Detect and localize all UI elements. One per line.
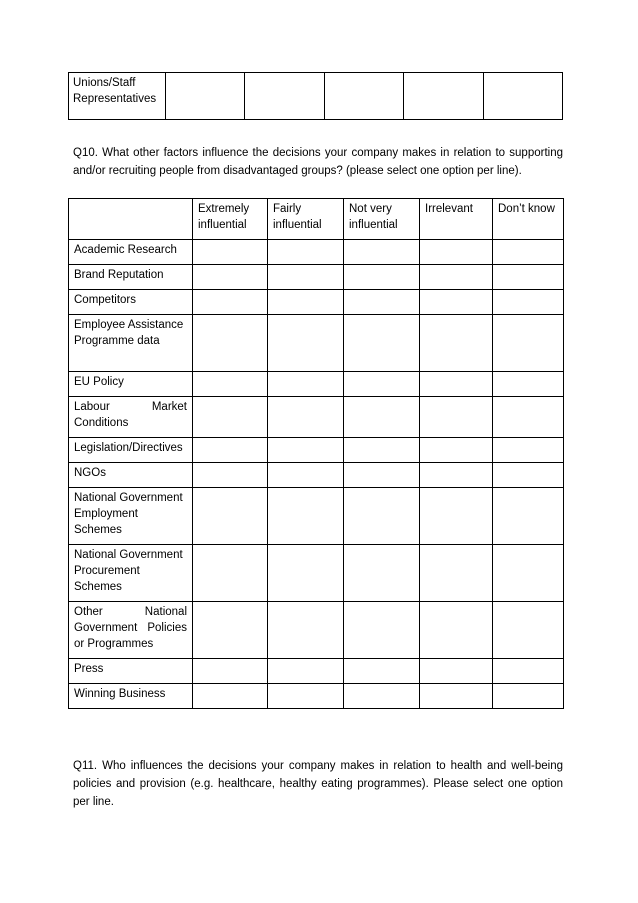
option-cell[interactable] bbox=[193, 290, 268, 315]
option-cell[interactable] bbox=[420, 438, 493, 463]
row-label: EU Policy bbox=[69, 372, 193, 397]
option-cell[interactable] bbox=[268, 290, 344, 315]
option-cell[interactable] bbox=[193, 315, 268, 372]
table-row bbox=[69, 545, 564, 602]
col-header: Fairly influential bbox=[268, 199, 344, 240]
row-label: Academic Research bbox=[69, 240, 193, 265]
option-cell[interactable] bbox=[493, 397, 564, 438]
option-cell[interactable] bbox=[193, 488, 268, 545]
option-cell[interactable] bbox=[193, 372, 268, 397]
question-10: Q10. What other factors influence the decisions your company makes in relation to supporting and/or recruiting people from disadvantaged groups? (please select one option per line). bbox=[73, 147, 563, 177]
row-label: Other National Government Policies or Programmes bbox=[69, 602, 193, 659]
row-label: Employee Assistance Programme data bbox=[69, 315, 193, 372]
row-label: Press bbox=[69, 659, 193, 684]
option-cell[interactable] bbox=[193, 438, 268, 463]
table-row bbox=[69, 684, 564, 709]
option-cell[interactable] bbox=[344, 265, 420, 290]
option-cell[interactable] bbox=[420, 372, 493, 397]
option-cell[interactable] bbox=[268, 265, 344, 290]
option-cell[interactable] bbox=[166, 73, 245, 120]
option-cell[interactable] bbox=[268, 240, 344, 265]
row-label: National Government Employment Schemes bbox=[69, 488, 193, 545]
option-cell[interactable] bbox=[344, 315, 420, 372]
q10-factors-table bbox=[68, 198, 564, 709]
table-row bbox=[69, 659, 564, 684]
option-cell[interactable] bbox=[268, 545, 344, 602]
option-cell[interactable] bbox=[483, 73, 562, 120]
option-cell[interactable] bbox=[344, 290, 420, 315]
option-cell[interactable] bbox=[344, 659, 420, 684]
col-header: Don’t know bbox=[493, 199, 564, 240]
option-cell[interactable] bbox=[344, 545, 420, 602]
option-cell[interactable] bbox=[493, 545, 564, 602]
option-cell[interactable] bbox=[245, 73, 324, 120]
option-cell[interactable] bbox=[493, 463, 564, 488]
option-cell[interactable] bbox=[268, 602, 344, 659]
option-cell[interactable] bbox=[344, 438, 420, 463]
option-cell[interactable] bbox=[493, 488, 564, 545]
option-cell[interactable] bbox=[493, 290, 564, 315]
option-cell[interactable] bbox=[493, 240, 564, 265]
option-cell[interactable] bbox=[268, 488, 344, 545]
option-cell[interactable] bbox=[324, 73, 403, 120]
row-label: Competitors bbox=[69, 290, 193, 315]
option-cell[interactable] bbox=[344, 602, 420, 659]
row-label: Winning Business bbox=[69, 684, 193, 709]
option-cell[interactable] bbox=[268, 397, 344, 438]
option-cell[interactable] bbox=[493, 684, 564, 709]
table-row bbox=[69, 265, 564, 290]
option-cell[interactable] bbox=[268, 438, 344, 463]
option-cell[interactable] bbox=[420, 265, 493, 290]
row-label: NGOs bbox=[69, 463, 193, 488]
option-cell[interactable] bbox=[268, 659, 344, 684]
table-row bbox=[69, 372, 564, 397]
row-label: Legislation/Directives bbox=[69, 438, 193, 463]
option-cell[interactable] bbox=[268, 463, 344, 488]
col-header: Extremely influential bbox=[193, 199, 268, 240]
row-label: National Government Procurement Schemes bbox=[69, 545, 193, 602]
table-row bbox=[69, 240, 564, 265]
option-cell[interactable] bbox=[420, 659, 493, 684]
option-cell[interactable] bbox=[193, 659, 268, 684]
option-cell[interactable] bbox=[344, 397, 420, 438]
option-cell[interactable] bbox=[344, 488, 420, 545]
option-cell[interactable] bbox=[344, 463, 420, 488]
table-row bbox=[69, 438, 564, 463]
option-cell[interactable] bbox=[193, 240, 268, 265]
option-cell[interactable] bbox=[420, 290, 493, 315]
option-cell[interactable] bbox=[193, 602, 268, 659]
option-cell[interactable] bbox=[344, 684, 420, 709]
option-cell[interactable] bbox=[268, 372, 344, 397]
option-cell[interactable] bbox=[193, 265, 268, 290]
unions-table bbox=[68, 72, 563, 120]
option-cell[interactable] bbox=[420, 240, 493, 265]
table-row bbox=[69, 315, 564, 372]
header-blank bbox=[69, 199, 193, 240]
table-row bbox=[69, 73, 563, 120]
option-cell[interactable] bbox=[420, 315, 493, 372]
option-cell[interactable] bbox=[493, 659, 564, 684]
row-label: Brand Reputation bbox=[69, 265, 193, 290]
option-cell[interactable] bbox=[420, 463, 493, 488]
option-cell[interactable] bbox=[193, 545, 268, 602]
option-cell[interactable] bbox=[420, 602, 493, 659]
table-row bbox=[69, 488, 564, 545]
option-cell[interactable] bbox=[493, 438, 564, 463]
option-cell[interactable] bbox=[493, 265, 564, 290]
table-row bbox=[69, 463, 564, 488]
option-cell[interactable] bbox=[268, 315, 344, 372]
header-row bbox=[69, 199, 564, 240]
option-cell[interactable] bbox=[420, 488, 493, 545]
option-cell[interactable] bbox=[420, 397, 493, 438]
option-cell[interactable] bbox=[420, 684, 493, 709]
table-row bbox=[69, 397, 564, 438]
col-header: Irrelevant bbox=[420, 199, 493, 240]
option-cell[interactable] bbox=[493, 315, 564, 372]
option-cell[interactable] bbox=[193, 397, 268, 438]
option-cell[interactable] bbox=[404, 73, 483, 120]
option-cell[interactable] bbox=[344, 372, 420, 397]
question-11: Q11. Who influences the decisions your company makes in relation to health and well-being policies and provision (e.g. healthcare, healthy eating programmes). Please select one option per line. bbox=[73, 760, 563, 808]
option-cell[interactable] bbox=[344, 240, 420, 265]
table-row bbox=[69, 290, 564, 315]
row-label: Unions/Staff Representatives bbox=[69, 73, 166, 120]
option-cell[interactable] bbox=[268, 684, 344, 709]
table-row bbox=[69, 602, 564, 659]
option-cell[interactable] bbox=[420, 545, 493, 602]
option-cell[interactable] bbox=[193, 463, 268, 488]
option-cell[interactable] bbox=[493, 602, 564, 659]
row-label: Labour Market Conditions bbox=[69, 397, 193, 438]
option-cell[interactable] bbox=[193, 684, 268, 709]
option-cell[interactable] bbox=[493, 372, 564, 397]
col-header: Not very influential bbox=[344, 199, 420, 240]
